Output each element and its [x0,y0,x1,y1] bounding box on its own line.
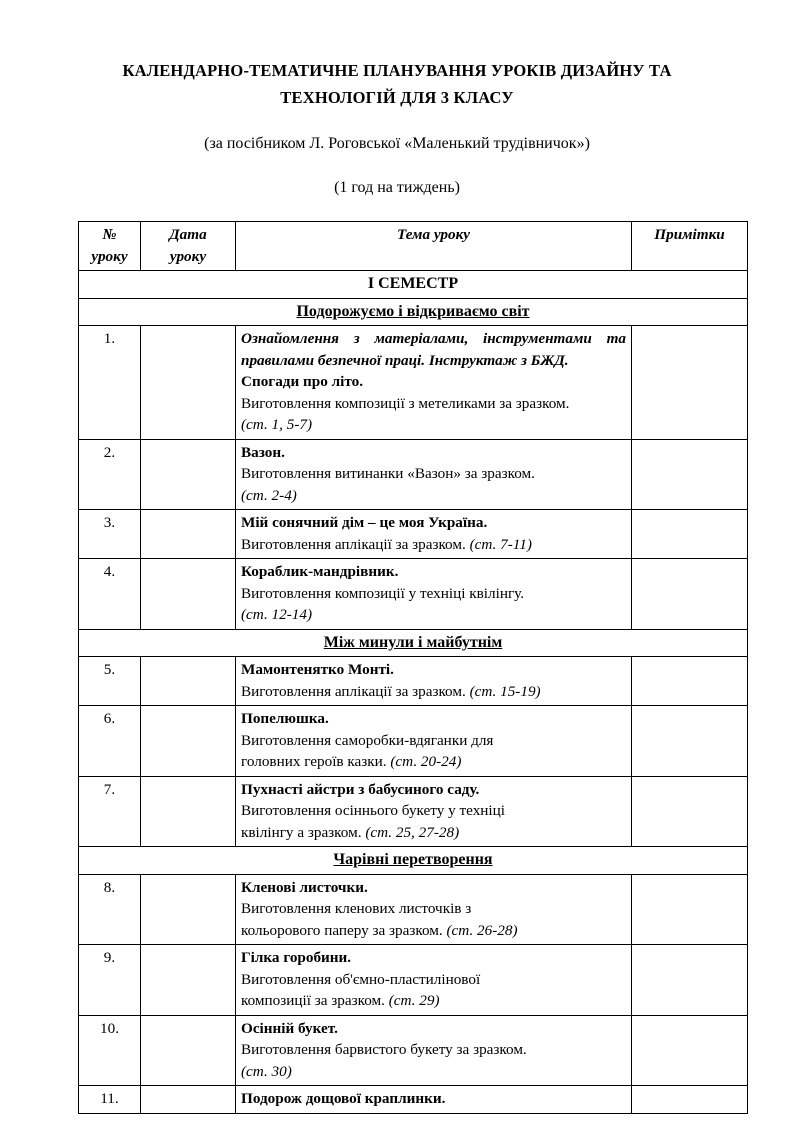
lesson-date-cell[interactable] [141,706,236,777]
lesson-number-cell: 1. [79,326,141,440]
theme-line-text: головних героїв казки. [241,753,391,770]
weekly-hours-note: (1 год на тиждень) [334,179,460,196]
header-line-1: № [102,226,117,243]
notes-cell[interactable] [632,1015,748,1086]
theme-line: Попелюшка. [241,710,329,727]
page-reference: (ст. 30) [241,1062,292,1080]
theme-line: Спогади про літо. [241,373,364,390]
table-header [79,222,748,271]
theme-line: Кленові листочки. [241,878,368,896]
theme-line [241,990,626,1012]
table-row [79,439,748,510]
theme-line [241,414,626,436]
table-row [79,657,748,706]
theme-line-text: композиції за зразком. [241,992,389,1009]
column-header-lesson-date [141,222,236,271]
lesson-date-cell[interactable] [141,439,236,510]
theme-line: Гілка горобини. [241,949,352,966]
semester-band-row [79,271,748,299]
theme-line: Ознайомлення з матеріалами, інструментами та правилами безпечної праці. Інструктаж з БЖД. [241,330,626,369]
theme-line: Виготовлення об'ємно-пластилінової [241,970,481,988]
lesson-date-cell[interactable] [141,945,236,1016]
table-row [79,559,748,630]
table-row [79,706,748,777]
page-reference: (ст. 20-24) [390,753,462,770]
table-row [79,326,748,440]
page-reference: (ст. 15-19) [469,682,541,700]
lesson-date-cell[interactable] [141,1086,236,1114]
theme-line-text: кольорового паперу за зразком. [241,921,447,939]
lesson-date-cell[interactable] [141,510,236,559]
lesson-date-cell[interactable] [141,657,236,706]
lesson-number-cell: 4. [79,559,141,630]
notes-cell[interactable] [632,559,748,630]
section-band-row [79,298,748,326]
column-header-lesson-theme: Тема уроку [236,222,632,271]
notes-cell[interactable] [632,945,748,1016]
table-row [79,776,748,847]
theme-line: Вазон. [241,443,285,461]
section-title-text: Чарівні перетворення [333,851,493,868]
section-title-text: Між минули і майбутнім [323,633,503,651]
lesson-date-cell[interactable] [141,326,236,440]
lesson-theme-cell [236,706,632,777]
lesson-theme-cell [236,559,632,630]
lesson-theme-cell [236,874,632,945]
plan-table-wrapper [0,221,794,1114]
page-reference: (ст. 25, 27-28) [365,823,460,841]
lesson-number-cell: 8. [79,874,141,945]
theme-line [241,1061,626,1083]
table-row [79,874,748,945]
theme-line [241,485,626,507]
lesson-number-cell: 9. [79,945,141,1016]
lesson-theme-cell [236,1015,632,1086]
semester-title-cell: І СЕМЕСТР [79,271,748,299]
lesson-theme-cell [236,657,632,706]
lesson-theme-cell [236,326,632,440]
notes-cell[interactable] [632,776,748,847]
theme-line: Виготовлення саморобки-вдяганки для [241,731,494,749]
header-line-2: уроку [169,247,207,265]
table-row [79,945,748,1016]
page-reference: (ст. 2-4) [241,486,297,504]
lesson-number-cell: 3. [79,510,141,559]
lesson-number-cell: 2. [79,439,141,510]
page-reference: (ст. 12-14) [241,606,313,623]
theme-line: Осінній букет. [241,1019,338,1037]
theme-line: Мій сонячний дім – це моя Україна. [241,514,488,531]
theme-line: Виготовлення кленових листочків з [241,900,472,917]
lesson-date-cell[interactable] [141,776,236,847]
theme-line: Виготовлення осіннього букету у техніці [241,802,505,819]
section-title-cell [79,298,748,326]
header-line-1: Дата [169,226,207,243]
lesson-date-cell[interactable] [141,1015,236,1086]
table-row [79,1015,748,1086]
lesson-number-cell: 6. [79,706,141,777]
theme-line: Виготовлення композиції з метеликами за зразком. [241,394,570,412]
lesson-plan-table [78,221,748,1114]
lesson-date-cell[interactable] [141,874,236,945]
theme-line [241,604,626,626]
theme-line: Кораблик-мандрівник. [241,563,399,580]
notes-cell[interactable] [632,706,748,777]
lesson-theme-cell [236,510,632,559]
lesson-number-cell: 11. [79,1086,141,1114]
lesson-number-cell: 10. [79,1015,141,1086]
lesson-theme-cell [236,945,632,1016]
column-header-notes: Примітки [632,222,748,271]
section-title-text: Подорожуємо і відкриваємо світ [296,302,530,320]
notes-cell[interactable] [632,874,748,945]
column-header-lesson-number [79,222,141,271]
notes-cell[interactable] [632,439,748,510]
theme-line: Виготовлення композиції у техніці квілінгу. [241,584,525,602]
theme-line-text: квілінгу а зразком. [241,823,366,841]
table-body [79,271,748,1114]
page-reference: (ст. 1, 5-7) [241,416,313,433]
notes-cell[interactable] [632,510,748,559]
page-reference: (ст. 26-28) [446,921,518,939]
theme-line [241,681,626,703]
theme-line: Пухнасті айстри з бабусиного саду. [241,780,480,798]
page-reference: (ст. 29) [388,992,440,1009]
section-title-cell [79,629,748,657]
theme-line: Виготовлення витинанки «Вазон» за зразком. [241,465,535,482]
theme-line: Мамонтенятко Монті. [241,661,394,678]
theme-line [241,822,626,844]
table-row [79,510,748,559]
lesson-number-cell: 7. [79,776,141,847]
theme-line: Виготовлення барвистого букету за зразком. [241,1041,527,1058]
lesson-theme-cell [236,1086,632,1114]
theme-line-text: Виготовлення аплікації за зразком. [241,682,470,700]
lesson-date-cell[interactable] [141,559,236,630]
table-row [79,1086,748,1114]
header-row [79,222,748,271]
theme-line [241,920,626,942]
section-band-row [79,629,748,657]
theme-line [241,751,626,773]
notes-cell[interactable] [632,1086,748,1114]
theme-line: Подорож дощової краплинки. [241,1090,446,1107]
section-band-row [79,847,748,875]
notes-cell[interactable] [632,657,748,706]
page-title: КАЛЕНДАРНО-ТЕМАТИЧНЕ ПЛАНУВАННЯ УРОКІВ ДИЗАЙНУ ТА ТЕХНОЛОГІЙ ДЛЯ 3 КЛАСУ [122,61,672,107]
theme-line [241,534,626,556]
document-subtitle: (за посібником Л. Роговської «Маленький трудівничок») [204,135,590,152]
lesson-theme-cell [236,439,632,510]
lesson-number-cell: 5. [79,657,141,706]
header-line-2: уроку [91,247,128,265]
theme-line-text: Виготовлення аплікації за зразком. [241,535,470,553]
page-reference: (ст. 7-11) [469,535,532,553]
notes-cell[interactable] [632,326,748,440]
lesson-theme-cell [236,776,632,847]
section-title-cell [79,847,748,875]
